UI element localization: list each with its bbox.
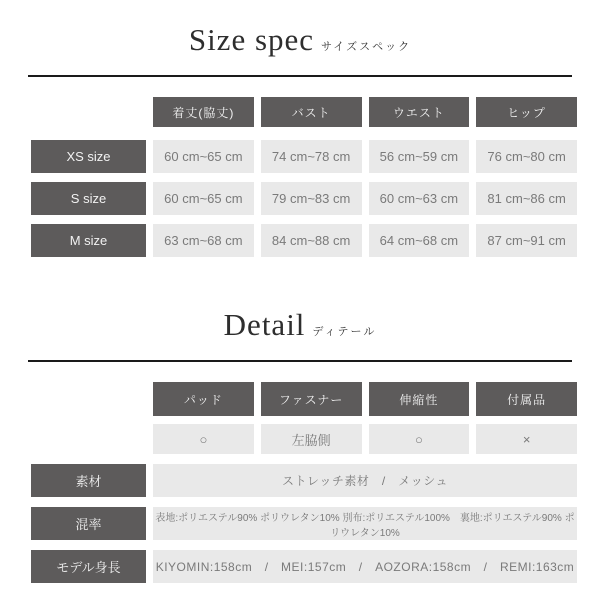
fabric-mix-row-label: 混率 bbox=[31, 507, 146, 540]
size-spec-table bbox=[31, 97, 577, 257]
size-spec-section bbox=[0, 0, 600, 257]
size-value-cell: 81 cm~86 cm bbox=[476, 182, 577, 215]
material-row-value: ストレッチ素材 / メッシュ bbox=[153, 464, 577, 497]
detail-value-accessories: × bbox=[476, 424, 577, 454]
model-height-row-value: KIYOMIN:158cm / MEI:157cm / AOZORA:158cm / REMI:163cm bbox=[153, 550, 577, 583]
column-header-stretch: 伸縮性 bbox=[369, 382, 470, 416]
size-value-cell: 84 cm~88 cm bbox=[261, 224, 362, 257]
size-row-label: S size bbox=[31, 182, 146, 215]
fabric-mix-row-value: 表地:ポリエステル90% ポリウレタン10% 別布:ポリエステル100% 裏地:ポリエステル90% ポリウレタン10% bbox=[153, 507, 577, 540]
size-spec-header-row bbox=[31, 97, 577, 127]
column-header-bust: バスト bbox=[261, 97, 362, 127]
detail-divider bbox=[28, 360, 572, 362]
detail-title bbox=[0, 257, 600, 350]
size-spec-title-en: Size spec bbox=[188, 22, 315, 57]
size-row-label: M size bbox=[31, 224, 146, 257]
column-header-pad: パッド bbox=[153, 382, 254, 416]
size-value-cell: 64 cm~68 cm bbox=[369, 224, 470, 257]
column-header-fastener: ファスナー bbox=[261, 382, 362, 416]
material-row-label: 素材 bbox=[31, 464, 146, 497]
column-header-waist: ウエスト bbox=[369, 97, 470, 127]
column-header-hip: ヒップ bbox=[476, 97, 577, 127]
size-spec-title-ja: サイズスペック bbox=[321, 41, 412, 53]
size-value-cell: 63 cm~68 cm bbox=[153, 224, 254, 257]
size-row-label: XS size bbox=[31, 140, 146, 173]
table-row-s bbox=[31, 182, 577, 215]
detail-table bbox=[31, 382, 577, 583]
model-height-row bbox=[31, 550, 577, 583]
detail-value-fastener: 左脇側 bbox=[261, 424, 362, 454]
size-spec-title bbox=[0, 0, 600, 65]
column-header-accessories: 付属品 bbox=[476, 382, 577, 416]
detail-value-stretch: ○ bbox=[369, 424, 470, 454]
detail-header-row bbox=[31, 382, 577, 416]
size-value-cell: 60 cm~63 cm bbox=[369, 182, 470, 215]
detail-value-pad: ○ bbox=[153, 424, 254, 454]
detail-title-en: Detail bbox=[223, 307, 306, 342]
table-row-xs bbox=[31, 140, 577, 173]
size-value-cell: 60 cm~65 cm bbox=[153, 182, 254, 215]
header-spacer bbox=[31, 424, 146, 454]
size-value-cell: 74 cm~78 cm bbox=[261, 140, 362, 173]
size-value-cell: 87 cm~91 cm bbox=[476, 224, 577, 257]
header-spacer bbox=[31, 382, 146, 416]
header-spacer bbox=[31, 97, 146, 127]
size-value-cell: 76 cm~80 cm bbox=[476, 140, 577, 173]
detail-title-ja: ディテール bbox=[312, 326, 377, 338]
size-value-cell: 79 cm~83 cm bbox=[261, 182, 362, 215]
material-row bbox=[31, 464, 577, 497]
detail-section bbox=[0, 257, 600, 583]
detail-values-row bbox=[31, 424, 577, 454]
column-header-length: 着丈(脇丈) bbox=[153, 97, 254, 127]
table-row-m bbox=[31, 224, 577, 257]
size-value-cell: 60 cm~65 cm bbox=[153, 140, 254, 173]
size-spec-divider bbox=[28, 75, 572, 77]
fabric-mix-row bbox=[31, 507, 577, 540]
model-height-row-label: モデル身長 bbox=[31, 550, 146, 583]
size-value-cell: 56 cm~59 cm bbox=[369, 140, 470, 173]
